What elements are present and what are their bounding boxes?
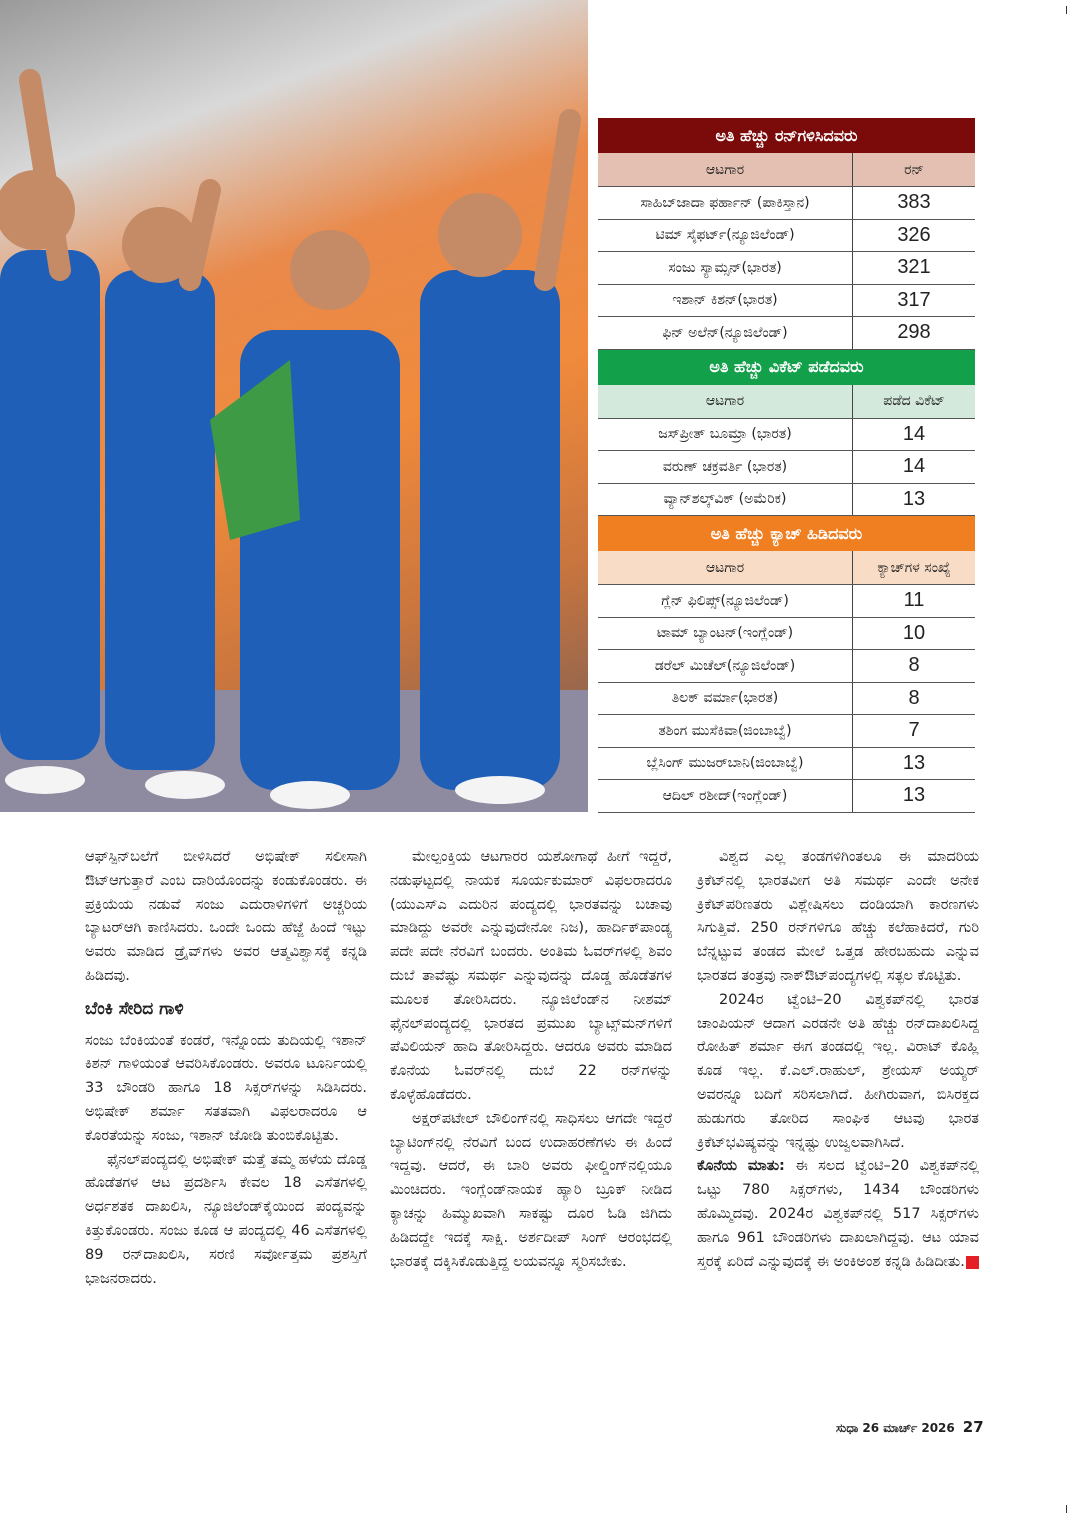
stat-value: 8 (908, 654, 920, 677)
column-header: ಕ್ಯಾಚ್‌ಗಳ ಸಂಖ್ಯೆ (877, 559, 951, 576)
table-row (598, 451, 975, 484)
section-heading: ಬೆಂಕಿ ಸೇರಿದ ಗಾಳಿ (85, 998, 184, 1019)
stats-table (598, 516, 975, 813)
stats-table (598, 350, 975, 517)
stat-value: 298 (897, 321, 931, 344)
table-row (598, 187, 975, 220)
player-name: ಫಿನ್ ಅಲೆನ್(ನ್ಯೂಜಿಲೆಂಡ್) (598, 317, 853, 349)
stat-value: 14 (902, 422, 926, 445)
column-header: ಆಟಗಾರ (598, 153, 853, 186)
end-mark-icon (966, 1256, 979, 1269)
paragraph: ಸಂಜು ಬೆಂಕಿಯಂತೆ ಕಂಡರೆ, ಇನ್ನೊಂದು ತುದಿಯಲ್ಲಿ ಇಶಾನ್ ಕಿಶನ್ ಗಾಳಿಯಂತೆ ಆವರಿಸಿಕೊಂಡರು. ಅವರೂ ಟೂರ್ನಿಯಲ್ಲಿ 33 ಬೌಂಡರಿ ಹಾಗೂ 18 ಸಿಕ್ಸರ್‌ಗಳನ್ನು ಸಿಡಿಸಿದರು. ಅಭಿಷೇಕ್ ಶರ್ಮಾ ಸತತವಾಗಿ ವಿಫಲರಾದರೂ ಆ ಕೊರತೆಯನ್ನು ಸಂಜು, ಇಶಾನ್ ಜೋಡಿ ತುಂಬಿಕೊಟ್ಟಿತು. (85, 1032, 367, 1144)
page-number: 27 (962, 1418, 984, 1436)
player-name: ಸಾಹಿಬ್‌ಜಾದಾ ಫರ್ಹಾನ್ (ಪಾಕಿಸ್ತಾನ) (598, 187, 853, 219)
issue-date: ಸುಧಾ 26 ಮಾರ್ಚ್ 2026 (836, 1421, 955, 1435)
page-footer (836, 1418, 984, 1436)
stat-value: 14 (902, 455, 926, 478)
stat-value: 7 (908, 719, 920, 742)
paragraph: 2024ರ ಟ್ವೆಂಟಿ–20 ವಿಶ್ವಕಪ್‌ನಲ್ಲಿ ಭಾರತ ಚಾಂಪಿಯನ್ ಆದಾಗ ಎರಡನೇ ಅತಿ ಹೆಚ್ಚು ರನ್‌ದಾಖಲಿಸಿದ್ದ ರೋಹಿತ್ ಶರ್ಮಾ ಈಗ ತಂಡದಲ್ಲಿ ಇಲ್ಲ. ವಿರಾಟ್ ಕೊಹ್ಲಿ ಕೂಡ ಇಲ್ಲ. ಕೆ.ಎಲ್.ರಾಹುಲ್, ಶ್ರೇಯಸ್ ಅಯ್ಯರ್ ಅವರನ್ನೂ ಬದಿಗೆ ಸರಿಸಲಾಗಿದೆ. ಹೀಗಿರುವಾಗ, ಬಿಸಿರಕ್ತದ ಹುಡುಗರು ತೋರಿದ ಸಾಂಘಿಕ ಆಟವು ಭಾರತ ಕ್ರಿಕೆಟ್‌ಭವಿಷ್ಯವನ್ನು ಇನ್ನಷ್ಟು ಉಜ್ವಲವಾಗಿಸಿದೆ. (697, 991, 979, 1151)
stats-tables (598, 118, 975, 813)
player-name: ಟಾಮ್ ಬ್ಯಾಂಟನ್(ಇಂಗ್ಲೆಂಡ್) (598, 618, 853, 650)
crop-mark (1066, 1505, 1067, 1513)
team-celebration-photo (0, 0, 588, 812)
player-name: ವ್ಯಾನ್‌ಶಲ್ಕ್‌ವಿಕ್ (ಅಮೆರಿಕ) (598, 484, 853, 516)
player-name: ಟಿಮ್ ಸೈಫರ್ಟ್(ನ್ಯೂಜಿಲೆಂಡ್) (598, 220, 853, 252)
stat-value: 11 (903, 589, 925, 612)
paragraph: ಫೈನಲ್‌ಪಂದ್ಯದಲ್ಲಿ ಅಭಿಷೇಕ್ ಮತ್ತೆ ತಮ್ಮ ಹಳೆಯ ದೊಡ್ಡ ಹೊಡೆತಗಳ ಆಟ ಪ್ರದರ್ಶಿಸಿ ಕೇವಲ 18 ಎಸೆತಗಳಲ್ಲಿ ಅರ್ಧಶತಕ ದಾಖಲಿಸಿ, ನ್ಯೂಜಿಲೆಂಡ್‌ಕೈಯಿಂದ ಪಂದ್ಯವನ್ನು ಕಿತ್ತುಕೊಂಡರು. ಸಂಜು ಕೂಡ ಆ ಪಂದ್ಯದಲ್ಲಿ 46 ಎಸೆತಗಳಲ್ಲಿ 89 ರನ್‌ದಾಖಲಿಸಿ, ಸರಣಿ ಸರ್ವೋತ್ತಮ ಪ್ರಶಸ್ತಿಗೆ ಭಾಜನರಾದರು. (85, 1151, 367, 1287)
table-row (598, 618, 975, 651)
table-row (598, 650, 975, 683)
table-row (598, 419, 975, 452)
stat-value: 317 (897, 288, 931, 311)
player-name: ತಿಲಕ್ ವರ್ಮಾ(ಭಾರತ) (598, 683, 853, 715)
table-row (598, 683, 975, 716)
stat-value: 383 (897, 191, 931, 214)
stat-value: 13 (902, 784, 926, 807)
column-header: ರನ್ (904, 161, 924, 178)
table-row (598, 715, 975, 748)
player-name: ವರುಣ್ ಚಕ್ರವರ್ತಿ (ಭಾರತ) (598, 451, 853, 483)
table-title: ಅತಿ ಹೆಚ್ಚು ಕ್ಯಾಚ್ ಹಿಡಿದವರು (598, 516, 975, 551)
paragraph-closing (697, 1155, 979, 1274)
paragraph: ವಿಶ್ವದ ಎಲ್ಲ ತಂಡಗಳಿಗಿಂತಲೂ ಈ ಮಾದರಿಯ ಕ್ರಿಕೆಟ್‌ನಲ್ಲಿ ಭಾರತವೀಗ ಅತಿ ಸಮರ್ಥ ಎಂದೇ ಅನೇಕ ಕ್ರಿಕೆಟ್‌ಪರಿಣತರು ವಿಶ್ಲೇಷಿಸಲು ದಂಡಿಯಾಗಿ ಕಾರಣಗಳು ಸಿಗುತ್ತಿವೆ. 250 ರನ್‌ಗಳಿಗೂ ಹೆಚ್ಚು ಕಲೆಹಾಕಿದರೆ, ಗುರಿ ಬೆನ್ನಟ್ಟುವ ತಂಡದ ಮೇಲೆ ಒತ್ತಡ ಹೇರಬಹುದು ಎನ್ನುವ ಭಾರತದ ತಂತ್ರವು ನಾಕ್‌ಔಟ್‌ಪಂದ್ಯಗಳಲ್ಲಿ ಸತ್ಫಲ ಕೊಟ್ಟಿತು. (697, 849, 979, 984)
table-row (598, 252, 975, 285)
photo-illustration (0, 0, 588, 812)
table-header (598, 153, 975, 187)
table-header (598, 551, 975, 585)
article-column-1 (85, 846, 367, 1291)
table-row (598, 585, 975, 618)
table-row (598, 220, 975, 253)
player-name: ಆದಿಲ್ ರಶೀದ್(ಇಂಗ್ಲೆಂಡ್) (598, 780, 853, 812)
stat-value: 13 (902, 751, 926, 774)
flag (210, 360, 300, 540)
paragraph: ಅಕ್ಷರ್‌ಪಟೇಲ್ ಬೌಲಿಂಗ್‌ನಲ್ಲಿ ಸಾಧಿಸಲು ಆಗದೇ ಇದ್ದರೆ ಬ್ಯಾಟಿಂಗ್‌ನಲ್ಲಿ ನೆರವಿಗೆ ಬಂದ ಉದಾಹರಣೆಗಳು ಈ ಹಿಂದೆ ಇದ್ದವು. ಆದರೆ, ಈ ಬಾರಿ ಅವರು ಫೀಲ್ಡಿಂಗ್‌ನಲ್ಲಿಯೂ ಮಿಂಚಿದರು. ಇಂಗ್ಲೆಂಡ್‌ನಾಯಕ ಹ್ಯಾರಿ ಬ್ರೂಕ್ ನೀಡಿದ ಕ್ಯಾಚನ್ನು ಹಿಮ್ಮುಖವಾಗಿ ಸಾಕಷ್ಟು ದೂರ ಓಡಿ ಜಿಗಿದು ಹಿಡಿದದ್ದೇ ಇದಕ್ಕೆ ಸಾಕ್ಷಿ. ಅರ್ಶದೀಪ್ ಸಿಂಗ್ ಆರಂಭದಲ್ಲಿ ಭಾರತಕ್ಕೆ ದಕ್ಕಿಸಿಕೊಡುತ್ತಿದ್ದ ಲಯವನ್ನೂ ಸ್ಮರಿಸಬೇಕು. (390, 1110, 672, 1270)
player-name: ಡರೆಲ್ ಮಿಚೆಲ್(ನ್ಯೂಜಿಲೆಂಡ್) (598, 650, 853, 682)
column-header: ಆಟಗಾರ (598, 551, 853, 584)
crop-mark (1066, 6, 1067, 14)
closing-lead: ಕೊನೆಯ ಮಾತು: (697, 1158, 785, 1175)
stat-value: 8 (908, 686, 920, 709)
player-name: ಸಂಜು ಸ್ಯಾಮ್ಸನ್(ಭಾರತ) (598, 252, 853, 284)
player-name: ತಶಿಂಗ ಮುಸೆಕಿವಾ(ಜಿಂಬಾಬ್ವೆ) (598, 715, 853, 747)
table-title: ಅತಿ ಹೆಚ್ಚು ವಿಕೆಟ್ ಪಡೆದವರು (598, 350, 975, 385)
article-column-2 (390, 846, 672, 1274)
player-name: ಇಶಾನ್ ಕಿಶನ್(ಭಾರತ) (598, 285, 853, 317)
table-row (598, 484, 975, 517)
stat-value: 10 (902, 621, 926, 644)
stat-value: 13 (902, 487, 926, 510)
article-column-3 (697, 846, 979, 1274)
table-row (598, 317, 975, 350)
paragraph: ಆಫ್‌ಸ್ಪಿನ್‌ಬಲೆಗೆ ಬೀಳಿಸಿದರೆ ಅಭಿಷೇಕ್ ಸಲೀಸಾಗಿ ಔಟ್‌ಆಗುತ್ತಾರೆ ಎಂಬ ದಾರಿಯೊಂದನ್ನು ಕಂಡುಕೊಂಡರು. ಈ ಪ್ರಕ್ರಿಯೆಯ ನಡುವೆ ಸಂಜು ಎದುರಾಳಿಗಳಿಗೆ ಅಚ್ಚರಿಯ ಬ್ಯಾಟರ್‌ಆಗಿ ಕಾಣಿಸಿದರು. ಒಂದೇ ಒಂದು ಹೆಜ್ಜೆ ಹಿಂದೆ ಇಟ್ಟು ಅವರು ಮಾಡಿದ ಡ್ರೈವ್‌ಗಳು ಅವರ ಆತ್ಮವಿಶ್ವಾಸಕ್ಕೆ ಕನ್ನಡಿ ಹಿಡಿದವು. (85, 849, 367, 984)
table-row (598, 285, 975, 318)
paragraph: ಮೇಲ್ಪಂಕ್ತಿಯ ಆಟಗಾರರ ಯಶೋಗಾಥೆ ಹೀಗೆ ಇದ್ದರೆ, ನಡುಘಟ್ಟದಲ್ಲಿ ನಾಯಕ ಸೂರ್ಯಕುಮಾರ್ ವಿಫಲರಾದರೂ (ಯುಎಸ್‌ಎ ಎದುರಿನ ಪಂದ್ಯದಲ್ಲಿ ಭಾರತವನ್ನು ಬಚಾವು ಮಾಡಿದ್ದು ಅವರೇ ಎನ್ನುವುದೇನೋ ನಿಜ), ಹಾರ್ದಿಕ್‌ಪಾಂಡ್ಯ ಪದೇ ಪದೇ ನೆರವಿಗೆ ಬಂದರು. ಅಂತಿಮ ಓವರ್‌ಗಳಲ್ಲಿ ಶಿವಂ ದುಬೆ ತಾವೆಷ್ಟು ಸಮರ್ಥ ಎನ್ನುವುದನ್ನು ದೊಡ್ಡ ಹೊಡೆತಗಳ ಮೂಲಕ ತೋರಿಸಿದರು. ನ್ಯೂಜಿಲೆಂಡ್‌ನ ನೀಶಮ್ ಫೈನಲ್‌ಪಂದ್ಯದಲ್ಲಿ ಭಾರತದ ಪ್ರಮುಖ ಬ್ಯಾಟ್ಸ್‌ಮನ್‌ಗಳಿಗೆ ಪೆವಿಲಿಯನ್ ಹಾದಿ ತೋರಿಸಿದ್ದರು. ಆದರೂ ಅವರು ಮಾಡಿದ ಕೊನೆಯ ಓವರ್‌ನಲ್ಲಿ ದುಬೆ 22 ರನ್‌ಗಳನ್ನು ಕೊಳ್ಳೆಹೊಡೆದರು. (390, 849, 672, 1103)
player-name: ಬ್ಲೆಸಿಂಗ್ ಮುಜರ್‌ಬಾನಿ(ಜಿಂಬಾಬ್ವೆ) (598, 748, 853, 780)
column-header: ಆಟಗಾರ (598, 385, 853, 418)
player-name: ಜಸ್‌ಪ್ರೀತ್ ಬೂಮ್ರಾ (ಭಾರತ) (598, 419, 853, 451)
table-row (598, 748, 975, 781)
stat-value: 321 (897, 256, 931, 279)
column-header: ಪಡೆದ ವಿಕೆಟ್ (883, 393, 945, 409)
table-header (598, 385, 975, 419)
table-row (598, 780, 975, 813)
player-name: ಗ್ಲೆನ್ ಫಿಲಿಪ್ಸ್(ನ್ಯೂಜಿಲೆಂಡ್) (598, 585, 853, 617)
closing-text: ಈ ಸಲದ ಟ್ವೆಂಟಿ–20 ವಿಶ್ವಕಪ್‌ನಲ್ಲಿ ಒಟ್ಟು 780 ಸಿಕ್ಸರ್‌ಗಳು, 1434 ಬೌಂಡರಿಗಳು ಹೊಮ್ಮಿದವು. 2024ರ ವಿಶ್ವಕಪ್‌ನಲ್ಲಿ 517 ಸಿಕ್ಸರ್‌ಗಳು ಹಾಗೂ 961 ಬೌಂಡರಿಗಳು ದಾಖಲಾಗಿದ್ದವು. ಆಟ ಯಾವ ಸ್ತರಕ್ಕೆ ಏರಿದೆ ಎನ್ನುವುದಕ್ಕೆ ಈ ಅಂಕಿಅಂಶ ಕನ್ನಡಿ ಹಿಡಿದೀತು. (697, 1158, 980, 1270)
table-title: ಅತಿ ಹೆಚ್ಚು ರನ್‌ಗಳಿಸಿದವರು (598, 118, 975, 153)
stats-table (598, 118, 975, 350)
stat-value: 326 (897, 223, 931, 246)
